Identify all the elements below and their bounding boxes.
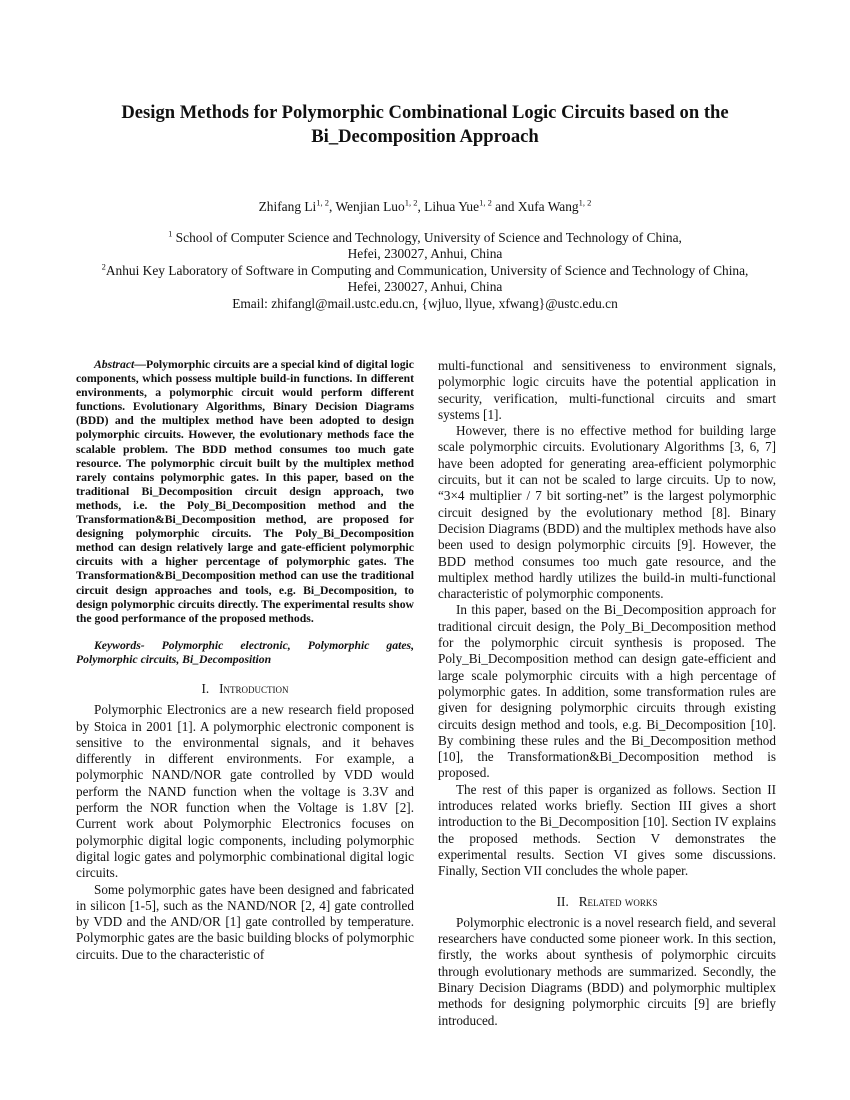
keywords: Keywords- Polymorphic electronic, Polymorphic gates, Polymorphic circuits, Bi_Decomposition (76, 638, 414, 666)
section-heading-related-works (438, 894, 776, 910)
section-heading-introduction (76, 681, 414, 697)
section-number: II. (556, 893, 569, 909)
author-name: Xufa Wang (517, 199, 579, 214)
author-affil-sup: 1, 2 (578, 197, 592, 208)
affiliation-2-line2: Hefei, 230027, Anhui, China (347, 279, 503, 295)
affil-sup: 2 (101, 261, 106, 272)
paragraph-continued: multi-functional and sensitiveness to environment signals, polymorphic logic circuits have the potential application in security, verification, multi-functional circuits and smart systems [1]. (438, 358, 776, 422)
author-list (60, 198, 790, 216)
section-number: I. (201, 680, 210, 696)
email-line: Email: zhifangl@mail.ustc.edu.cn, {wjluo, llyue, xfwang}@ustc.edu.cn (232, 295, 618, 311)
affiliation-2 (60, 263, 790, 279)
paragraph: Some polymorphic gates have been designed and fabricated in silicon [1-5], such as the NAND/NOR [2, 4] gate controlled by VDD and the AND/OR [1] gate controlled by temperature. Polymorphic gates are the basic building blocks of polymorphic circuits. Due to the characteristic of (76, 881, 414, 962)
paragraph: In this paper, based on the Bi_Decomposition approach for traditional circuit design, the Poly_Bi_Decomposition method for the polymorphic circuit synthesis is proposed. The Poly_Bi_Decomposition method can design gate-efficient and large scale polymorphic circuits with a high percentage of polymorphic gates. In addition, some transformation rules are given for designing polymorphic circuits through existing circuits design method and tools, e.g. Bi_Decomposition [10]. By combining these rules and the Bi_Decomposition method [10], the Transformation&Bi_Decomposition method is proposed. (438, 602, 776, 781)
author-separator: , (417, 199, 425, 214)
author-name: Zhifang Li (258, 199, 317, 214)
author-separator: and (491, 199, 518, 214)
author-affil-sup: 1, 2 (404, 197, 418, 208)
right-column (438, 358, 776, 1029)
abstract-text: —Polymorphic circuits are a special kind of digital logic components, which possess multiple build-in functions. In different environments, a polymorphic circuit would perform different functions. Evolutionary Algorithms, Binary Decision Diagrams (BDD) and the multiplex method have been adopted to design polymorphic circuits. However, the evolutionary methods face the scalable problem. The BDD method consumes too much gate resource. The polymorphic circuit built by the multiplex method rarely contains polymorphic gates. In this paper, based on the traditional Bi_Decomposition circuit design approach, two methods, i.e. the Poly_Bi_Decomposition method and the Transformation&Bi_Decomposition method, are proposed for designing polymorphic circuits. The Poly_Bi_Decomposition method can design relatively large and gate-efficient polymorphic circuits with a higher percentage of polymorphic gates. The Transformation&Bi_Decomposition method can use the traditional circuit design approaches and tools, e.g. Bi_Decomposition, to design polymorphic circuits directly. The experimental results show the good performance of the proposed methods. (76, 358, 414, 625)
author-affil-sup: 1, 2 (316, 197, 330, 208)
paragraph: Polymorphic Electronics are a new research field proposed by Stoica in 2001 [1]. A polymorphic electronic component is sensitive to the environmental signals, and it behaves differently in different environments. For example, a polymorphic NAND/NOR gate controlled by VDD would perform the NAND function when the voltage is 3.3V and perform the NOR function when the Voltage is 1.8V [2]. Current work about Polymorphic Electronics focuses on polymorphic digital logic components, including polymorphic digital logic gates and polymorphic combinational digital logic circuits. (76, 702, 414, 881)
paragraph: However, there is no effective method for building large scale polymorphic circuits. Evolutionary Algorithms [3, 6, 7] have been adopted for generating area-efficient polymorphic circuits, but it can not be scaled to large circuits. Up to now, “3×4 multiplier / 7 bit sorting-net” is the largest polymorphic circuit designed by the evolutionary method [8]. Binary Decision Diagrams (BDD) and the multiplex methods have also been used to design polymorphic circuits [9]. However, the BDD method consumes too much gate resource, and the multiplex method hardly utilizes the build-in multi-functional characteristic of polymorphic components. (438, 423, 776, 602)
affiliation-1-line1: School of Computer Science and Technology, University of Science and Technology of China, (172, 230, 682, 245)
affiliation-1-line2: Hefei, 230027, Anhui, China (347, 246, 503, 262)
section-name: Related works (578, 893, 658, 909)
affiliations (60, 230, 790, 312)
affiliation-2-line1: Anhui Key Laboratory of Software in Computing and Communication, University of Science and Technology of China, (105, 262, 749, 278)
author-name: Wenjian Luo (335, 199, 405, 214)
left-column (76, 358, 414, 963)
section-name: Introduction (219, 680, 289, 696)
author-separator: , (329, 199, 336, 214)
paragraph: The rest of this paper is organized as follows. Section II introduces related works briefly. Section III gives a short introduction to the Bi_Decomposition [10]. Section IV explains the proposed methods. Section V demonstrates the experimental results. Section VI gives some discussions. Finally, Section VII concludes the whole paper. (438, 781, 776, 879)
author-affil-sup: 1, 2 (479, 197, 492, 208)
paper-title: Design Methods for Polymorphic Combinational Logic Circuits based on the Bi_Decomposition Approach (121, 102, 729, 147)
abstract-lead: Abstract (94, 358, 135, 371)
abstract (76, 358, 414, 626)
affil-sup: 1 (168, 228, 173, 239)
paragraph: Polymorphic electronic is a novel research field, and several researchers have conducted some pioneer work. In this section, firstly, the works about synthesis of polymorphic circuits through evolutionary methods are summarized. Secondly, the Binary Decision Diagrams (BDD) and polymorphic multiplex methods for designing polymorphic circuits [9] are briefly introduced. (438, 914, 776, 1028)
author-name: Lihua Yue (424, 199, 480, 214)
affiliation-1 (60, 230, 790, 246)
